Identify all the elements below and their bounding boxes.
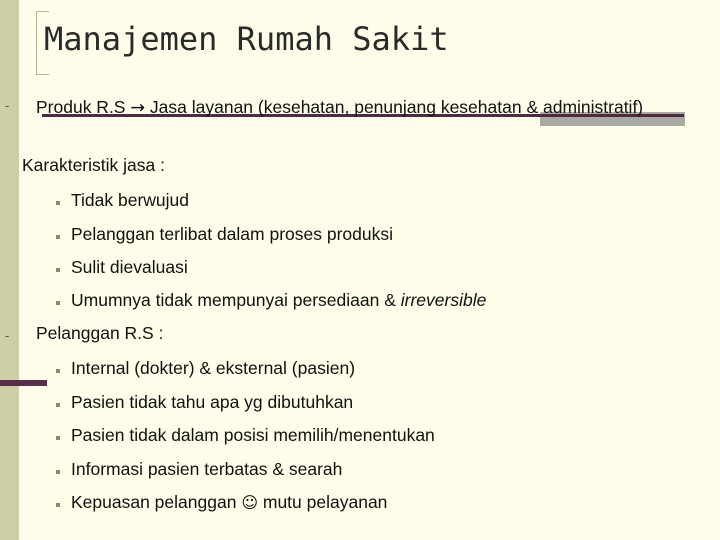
characteristics-heading: Karakteristik jasa : xyxy=(22,155,165,175)
bullet-icon xyxy=(56,470,60,474)
bullet-icon xyxy=(56,403,60,407)
arrow-icon: → xyxy=(130,98,146,118)
list-item xyxy=(71,492,387,513)
list-item: Pelanggan terlibat dalam proses produksi xyxy=(71,224,393,244)
intro-part1: Produk R.S xyxy=(36,97,126,117)
bullet-icon xyxy=(56,201,60,205)
customers-heading: Pelanggan R.S : xyxy=(36,323,164,343)
slide-title: Manajemen Rumah Sakit xyxy=(44,20,449,58)
intro-paragraph xyxy=(36,94,692,122)
smiley-icon: ☺ xyxy=(241,493,258,512)
bullet-icon xyxy=(56,503,60,507)
list-item-text: Umumnya tidak mempunyai persediaan & xyxy=(71,290,396,310)
left-accent-band xyxy=(0,0,19,540)
list-item-emphasis: irreversible xyxy=(400,290,487,310)
bullet-icon xyxy=(56,436,60,440)
intro-part2: Jasa layanan (kesehatan, penunjang kesehatan & administratif) xyxy=(149,97,644,117)
bullet-icon xyxy=(56,235,60,239)
bullet-icon xyxy=(56,369,60,373)
list-item: Internal (dokter) & eksternal (pasien) xyxy=(71,358,356,378)
intro-marker: - xyxy=(5,98,10,113)
customers-marker: - xyxy=(5,328,10,343)
list-item: Pasien tidak dalam posisi memilih/menentukan xyxy=(71,425,435,445)
list-item xyxy=(71,290,486,311)
left-accent-bar xyxy=(0,380,47,386)
list-item: Tidak berwujud xyxy=(71,190,190,210)
bullet-icon xyxy=(56,268,60,272)
list-item-text: Kepuasan pelanggan xyxy=(71,492,237,512)
bullet-icon xyxy=(56,301,60,305)
list-item: Sulit dievaluasi xyxy=(71,257,188,277)
list-item-text: mutu pelayanan xyxy=(262,492,388,512)
list-item: Informasi pasien terbatas & searah xyxy=(71,459,343,479)
list-item: Pasien tidak tahu apa yg dibutuhkan xyxy=(71,392,354,412)
